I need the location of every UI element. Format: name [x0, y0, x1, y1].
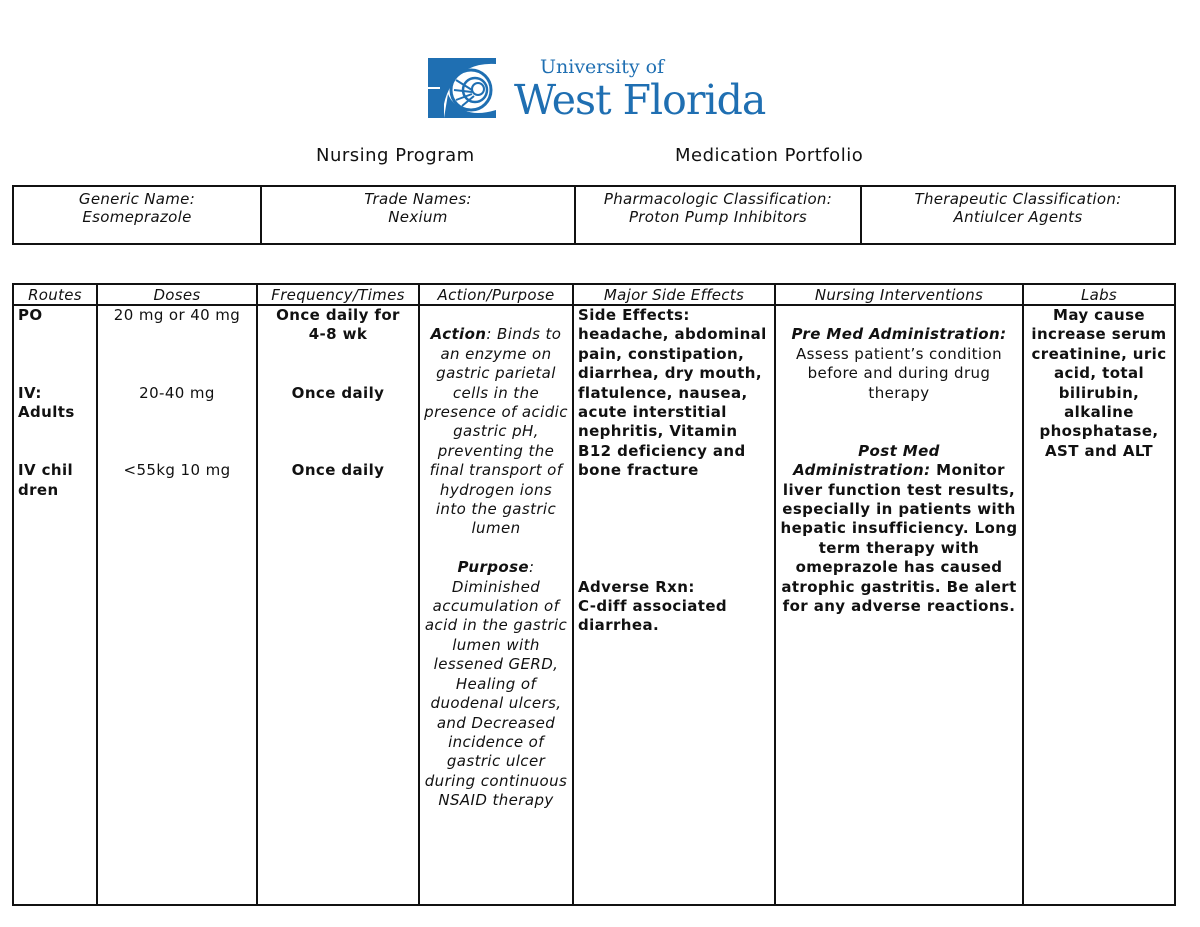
generic-name-cell: [13, 186, 261, 244]
action-label: Action: [430, 325, 487, 344]
medication-table: [12, 283, 1176, 906]
logo-university-of: University of: [540, 56, 665, 78]
col-header-routes: Routes: [13, 284, 97, 305]
route-po: PO: [18, 306, 43, 324]
nautilus-shell-icon: [426, 54, 498, 126]
post-med-text-1: Monitor: [936, 461, 1005, 480]
purpose-label: Purpose: [457, 558, 529, 577]
table-body-row: [13, 305, 1175, 905]
col-header-action: Action/Purpose: [419, 284, 573, 305]
labs-cell: [1023, 305, 1175, 905]
frequency-iv-children: Once daily: [291, 461, 385, 480]
therapeutic-class-label: Therapeutic Classification:: [914, 190, 1122, 208]
generic-name-value: Esomeprazole: [82, 208, 192, 226]
adverse-rxn-text: C-diff associated diarrhea.: [578, 597, 728, 635]
route-iv-children: IV children: [18, 461, 74, 499]
action-purpose-cell: [419, 305, 573, 905]
route-iv-adults: IV: Adults: [18, 383, 75, 421]
doses-cell: [97, 305, 257, 905]
purpose-text: Diminished accumulation of acid in the gastric lumen with lessened GERD, Healing of duodenal ulcers, and Decreased incidence of gastric ulcer during continuous NSAID therapy: [424, 577, 568, 810]
col-header-doses: Doses: [97, 284, 257, 305]
col-header-side-effects: Major Side Effects: [573, 284, 775, 305]
labs-text: May cause increase serum creatinine, uric acid, total bilirubin, alkaline phosphatase, AST and ALT: [1031, 306, 1167, 460]
drug-info-table: [12, 185, 1176, 245]
routes-cell: [13, 305, 97, 905]
table-header-row: [13, 284, 1175, 305]
post-med-block: [780, 461, 1018, 616]
dose-iv-children: <55kg 10 mg: [123, 461, 231, 480]
frequency-cell: [257, 305, 419, 905]
post-med-text-2: liver function test results, especially in patients with hepatic insufficiency. Long term therapy with omeprazole has caused atrophic gastritis. Be alert for any adverse reactions.: [780, 480, 1018, 616]
pre-med-label-block: Pre Med Administration:: [791, 325, 1007, 344]
heading-medication-portfolio: Medication Portfolio: [675, 145, 864, 166]
therapeutic-class-value: Antiulcer Agents: [953, 208, 1083, 226]
purpose-block: Purpose: Diminished accumulation of acid in the gastric lumen with lessened GERD, Healing of duodenal ulcers, and Decreased incidence of gastric ulcer during continuous NSAID therapy: [424, 558, 568, 810]
side-effects-cell: [573, 305, 775, 905]
side-effects-text: headache, abdominal pain, constipation, diarrhea, dry mouth, flatulence, nausea, acute interstitial nephritis, Vitamin B12 deficiency and bone fracture: [578, 325, 767, 480]
pharmacologic-class-value: Proton Pump Inhibitors: [628, 208, 808, 226]
frequency-iv-adults: Once daily: [291, 383, 385, 402]
pre-med-label: Pre Med Administration: [791, 325, 1001, 344]
trade-names-value: Nexium: [388, 208, 448, 226]
trade-names-cell: [261, 186, 575, 244]
col-header-interventions: Nursing Interventions: [775, 284, 1023, 305]
action-block: Action: Binds to an enzyme on gastric parietal cells in the presence of acidic gastric pH, preventing the final transport of hydrogen ions into the gastric lumen: [424, 325, 568, 538]
generic-name-label: Generic Name:: [78, 190, 196, 208]
post-med-label-2: Administration:: [793, 461, 931, 480]
university-logo: [426, 54, 776, 126]
heading-nursing-program: Nursing Program: [316, 145, 475, 166]
col-header-frequency: Frequency/Times: [257, 284, 419, 305]
action-text: Binds to an enzyme on gastric parietal cells in the presence of acidic gastric pH, preventing the final transport of hydrogen ions into the gastric lumen: [424, 325, 568, 538]
adverse-rxn-label: Adverse Rxn:: [578, 577, 695, 596]
col-header-labs: Labs: [1023, 284, 1175, 305]
trade-names-label: Trade Names:: [364, 190, 472, 208]
therapeutic-class-cell: [861, 186, 1175, 244]
pharmacologic-class-label: Pharmacologic Classification:: [603, 190, 833, 208]
dose-iv-adults: 20-40 mg: [139, 383, 215, 402]
frequency-po: Once daily for 4-8 wk: [276, 306, 400, 344]
pre-med-text: Assess patient’s condition before and during drug therapy: [795, 344, 1002, 402]
dose-po: 20 mg or 40 mg: [113, 306, 241, 324]
post-med-label-1: Post Med: [858, 441, 940, 460]
nursing-interventions-cell: [775, 305, 1023, 905]
side-effects-label: Side Effects:: [578, 306, 690, 324]
pharmacologic-class-cell: [575, 186, 861, 244]
logo-west-florida: West Florida: [514, 76, 766, 124]
